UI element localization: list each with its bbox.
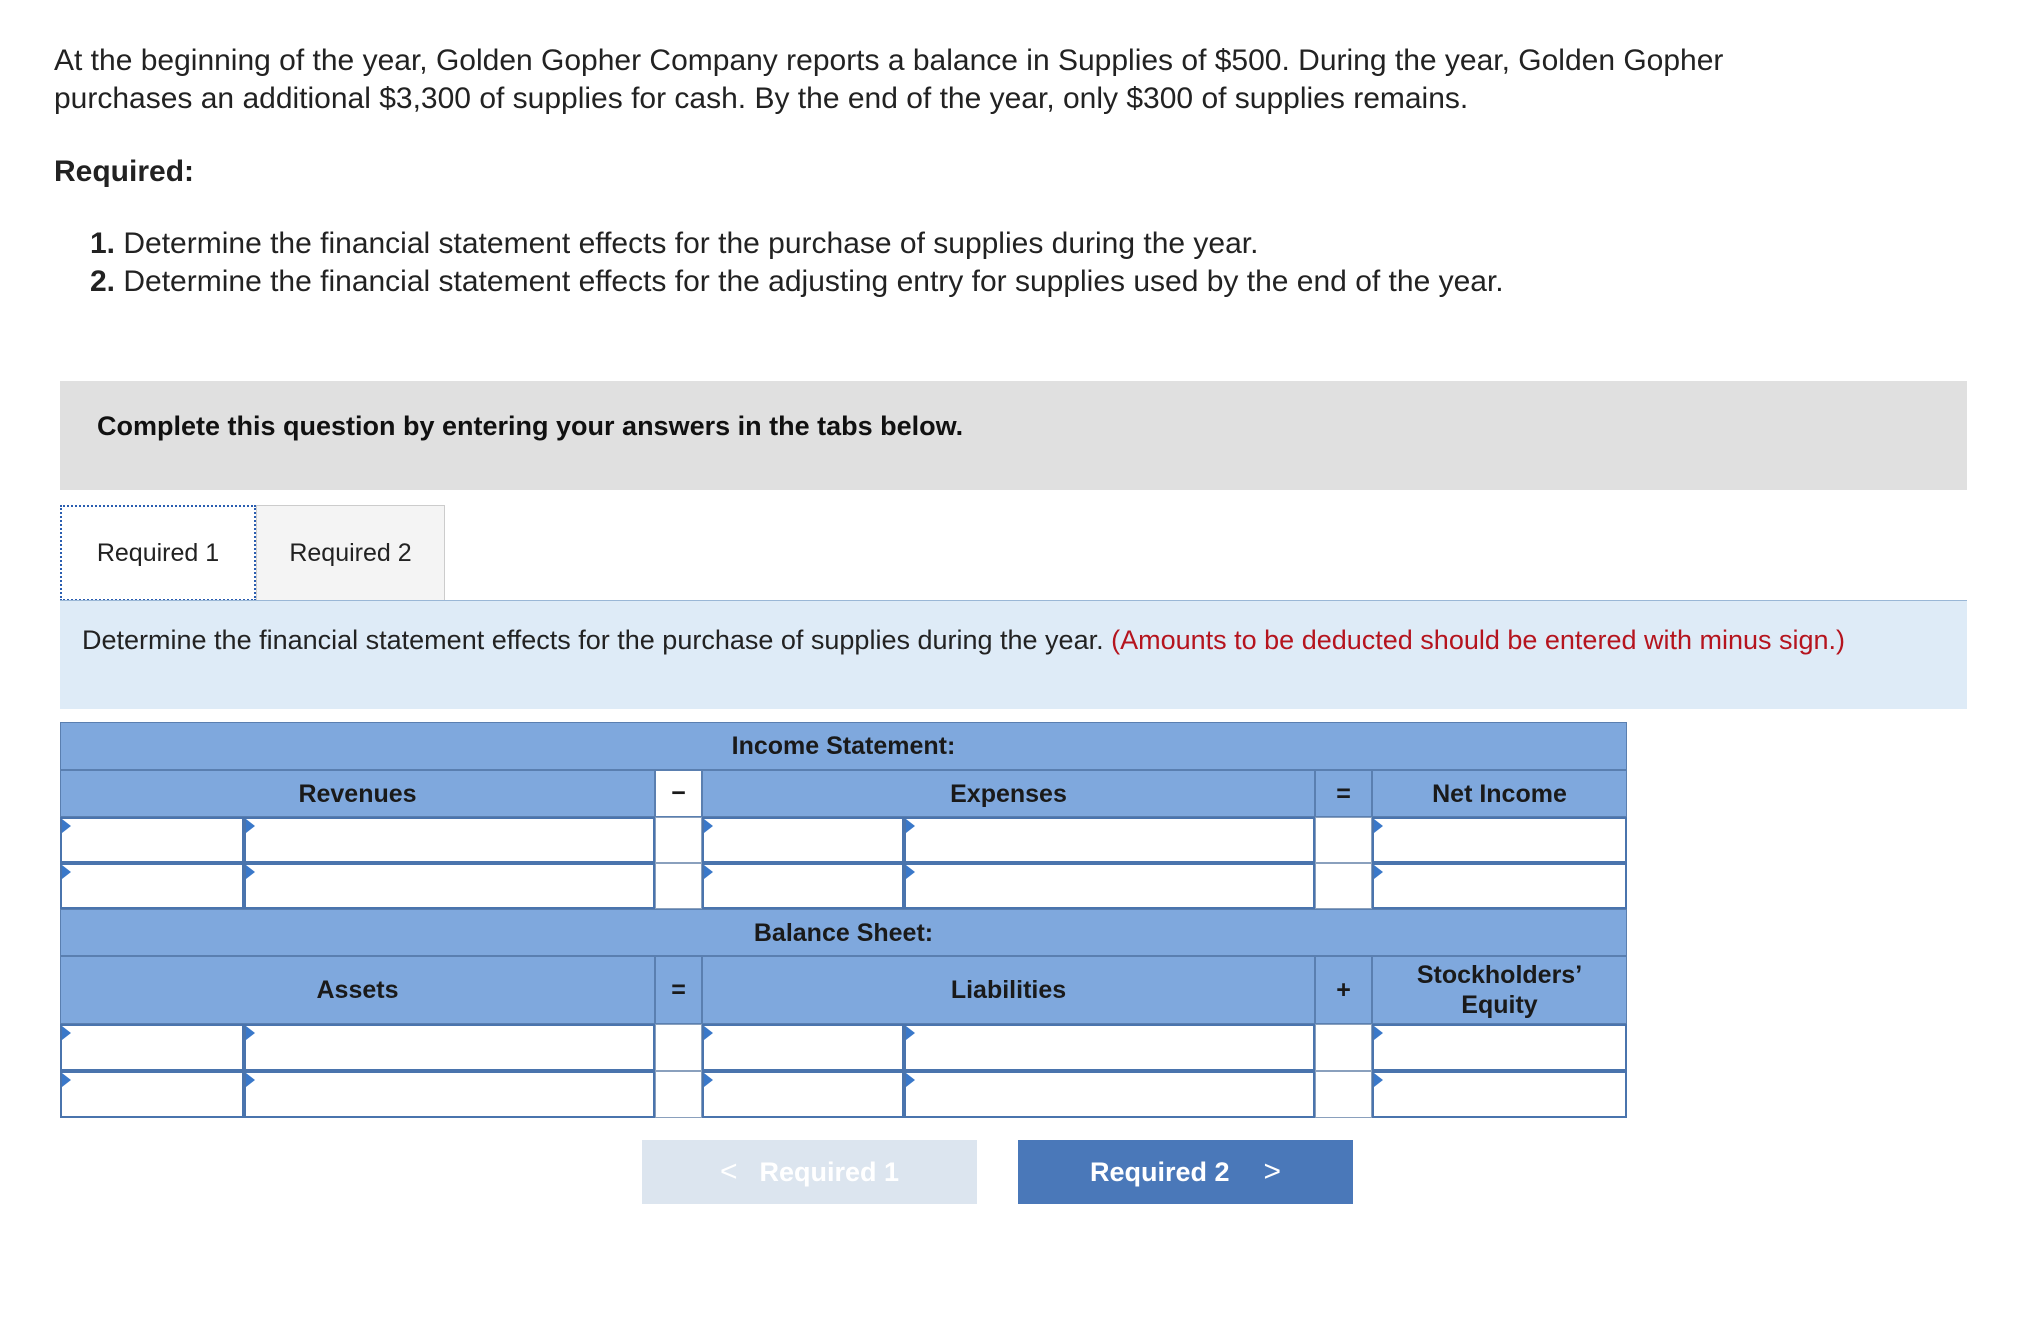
- required-item: [90, 263, 1504, 301]
- required-item: [90, 225, 1504, 263]
- bs-row1-equity[interactable]: [1372, 1024, 1627, 1071]
- instruction-text: Determine the financial statement effects for the purchase of supplies during the year.: [82, 625, 1104, 655]
- bs-row2-equity-input[interactable]: [1374, 1073, 1625, 1116]
- bs-row2-liability-amount[interactable]: [904, 1071, 1315, 1118]
- bs-row1-plus-box: [1315, 1024, 1372, 1071]
- expenses-header: Expenses: [702, 770, 1315, 817]
- income-statement-title: Income Statement:: [60, 722, 1627, 770]
- is-row2-expense-amount-input[interactable]: [906, 865, 1313, 907]
- bs-row2-asset-account-input[interactable]: [62, 1073, 242, 1116]
- chevron-left-icon: <: [719, 1155, 738, 1188]
- is-row1-net-income[interactable]: [1372, 817, 1627, 863]
- net-income-header: Net Income: [1372, 770, 1627, 817]
- bs-row2-asset-account[interactable]: [60, 1071, 244, 1118]
- bs-row2-plus-box: [1315, 1071, 1372, 1118]
- banner-text: Complete this question by entering your answers in the tabs below.: [97, 411, 964, 441]
- is-row2-revenue-account[interactable]: [60, 863, 244, 909]
- chevron-right-icon: >: [1263, 1155, 1282, 1188]
- is-row1-expense-account[interactable]: [702, 817, 904, 863]
- instruction-note: (Amounts to be deducted should be entered with minus sign.): [1111, 625, 1846, 655]
- bs-equals-operator: =: [655, 956, 702, 1024]
- tab-required-2[interactable]: Required 2: [256, 505, 445, 601]
- bs-row1-asset-amount[interactable]: [244, 1024, 655, 1071]
- bs-row2-equity[interactable]: [1372, 1071, 1627, 1118]
- is-row1-net-income-input[interactable]: [1374, 819, 1625, 861]
- previous-tab-label: Required 1: [759, 1156, 900, 1187]
- next-tab-button[interactable]: [1018, 1140, 1353, 1204]
- is-row1-revenue-amount-input[interactable]: [246, 819, 653, 861]
- required-item-number: 2.: [90, 265, 116, 298]
- required-item-number: 1.: [90, 227, 116, 260]
- assets-header: Assets: [60, 956, 655, 1024]
- instructions-banner: [60, 381, 1967, 490]
- is-row2-expense-account[interactable]: [702, 863, 904, 909]
- bs-row1-asset-amount-input[interactable]: [246, 1026, 653, 1069]
- is-row2-revenue-amount[interactable]: [244, 863, 655, 909]
- is-row2-net-income-input[interactable]: [1374, 865, 1625, 907]
- is-row1-equals-box: [1315, 817, 1372, 863]
- problem-line-1: At the beginning of the year, Golden Gopher Company reports a balance in Supplies of $500. During the year, Golden Gopher: [54, 44, 1724, 77]
- required-list: [90, 225, 1504, 301]
- next-tab-label: Required 2: [1089, 1156, 1230, 1187]
- bs-row1-asset-account[interactable]: [60, 1024, 244, 1071]
- is-row2-operator-box: [655, 863, 702, 909]
- tab-instruction: [60, 601, 1967, 709]
- effects-grid: [60, 722, 1627, 1118]
- bs-row1-liability-amount[interactable]: [904, 1024, 1315, 1071]
- is-row1-revenue-account[interactable]: [60, 817, 244, 863]
- bs-row1-liability-account-input[interactable]: [704, 1026, 902, 1069]
- is-row2-net-income[interactable]: [1372, 863, 1627, 909]
- is-row1-operator-box: [655, 817, 702, 863]
- problem-line-2: purchases an additional $3,300 of supplies for cash. By the end of the year, only $300 of supplies remains.: [54, 82, 1469, 115]
- is-row2-expense-account-input[interactable]: [704, 865, 902, 907]
- is-row2-revenue-account-input[interactable]: [62, 865, 242, 907]
- is-row1-expense-account-input[interactable]: [704, 819, 902, 861]
- bs-row1-liability-amount-input[interactable]: [906, 1026, 1313, 1069]
- is-row1-revenue-account-input[interactable]: [62, 819, 242, 861]
- is-row1-expense-amount[interactable]: [904, 817, 1315, 863]
- required-heading: Required:: [54, 155, 195, 188]
- bs-row1-liability-account[interactable]: [702, 1024, 904, 1071]
- is-row2-revenue-amount-input[interactable]: [246, 865, 653, 907]
- balance-sheet-title: Balance Sheet:: [60, 909, 1627, 956]
- bs-row1-asset-account-input[interactable]: [62, 1026, 242, 1069]
- bs-row2-liability-account[interactable]: [702, 1071, 904, 1118]
- required-item-text: Determine the financial statement effects for the adjusting entry for supplies used by the end of the year.: [123, 265, 1504, 298]
- previous-tab-button[interactable]: [642, 1140, 977, 1204]
- is-row2-equals-box: [1315, 863, 1372, 909]
- stockholders-equity-header: Stockholders’ Equity: [1372, 956, 1627, 1024]
- liabilities-header: Liabilities: [702, 956, 1315, 1024]
- bs-row2-liability-amount-input[interactable]: [906, 1073, 1313, 1116]
- plus-operator: +: [1315, 956, 1372, 1024]
- is-row1-expense-amount-input[interactable]: [906, 819, 1313, 861]
- bs-row1-equals-box: [655, 1024, 702, 1071]
- required-item-text: Determine the financial statement effects for the purchase of supplies during the year.: [123, 227, 1259, 260]
- bs-row2-asset-amount[interactable]: [244, 1071, 655, 1118]
- tab-required-1[interactable]: Required 1: [60, 505, 256, 601]
- equals-operator: =: [1315, 770, 1372, 817]
- bs-row2-asset-amount-input[interactable]: [246, 1073, 653, 1116]
- bs-row2-equals-box: [655, 1071, 702, 1118]
- bs-row2-liability-account-input[interactable]: [704, 1073, 902, 1116]
- problem-statement: [54, 42, 1914, 118]
- is-row1-revenue-amount[interactable]: [244, 817, 655, 863]
- bs-row1-equity-input[interactable]: [1374, 1026, 1625, 1069]
- minus-operator: −: [655, 770, 702, 817]
- revenues-header: Revenues: [60, 770, 655, 817]
- is-row2-expense-amount[interactable]: [904, 863, 1315, 909]
